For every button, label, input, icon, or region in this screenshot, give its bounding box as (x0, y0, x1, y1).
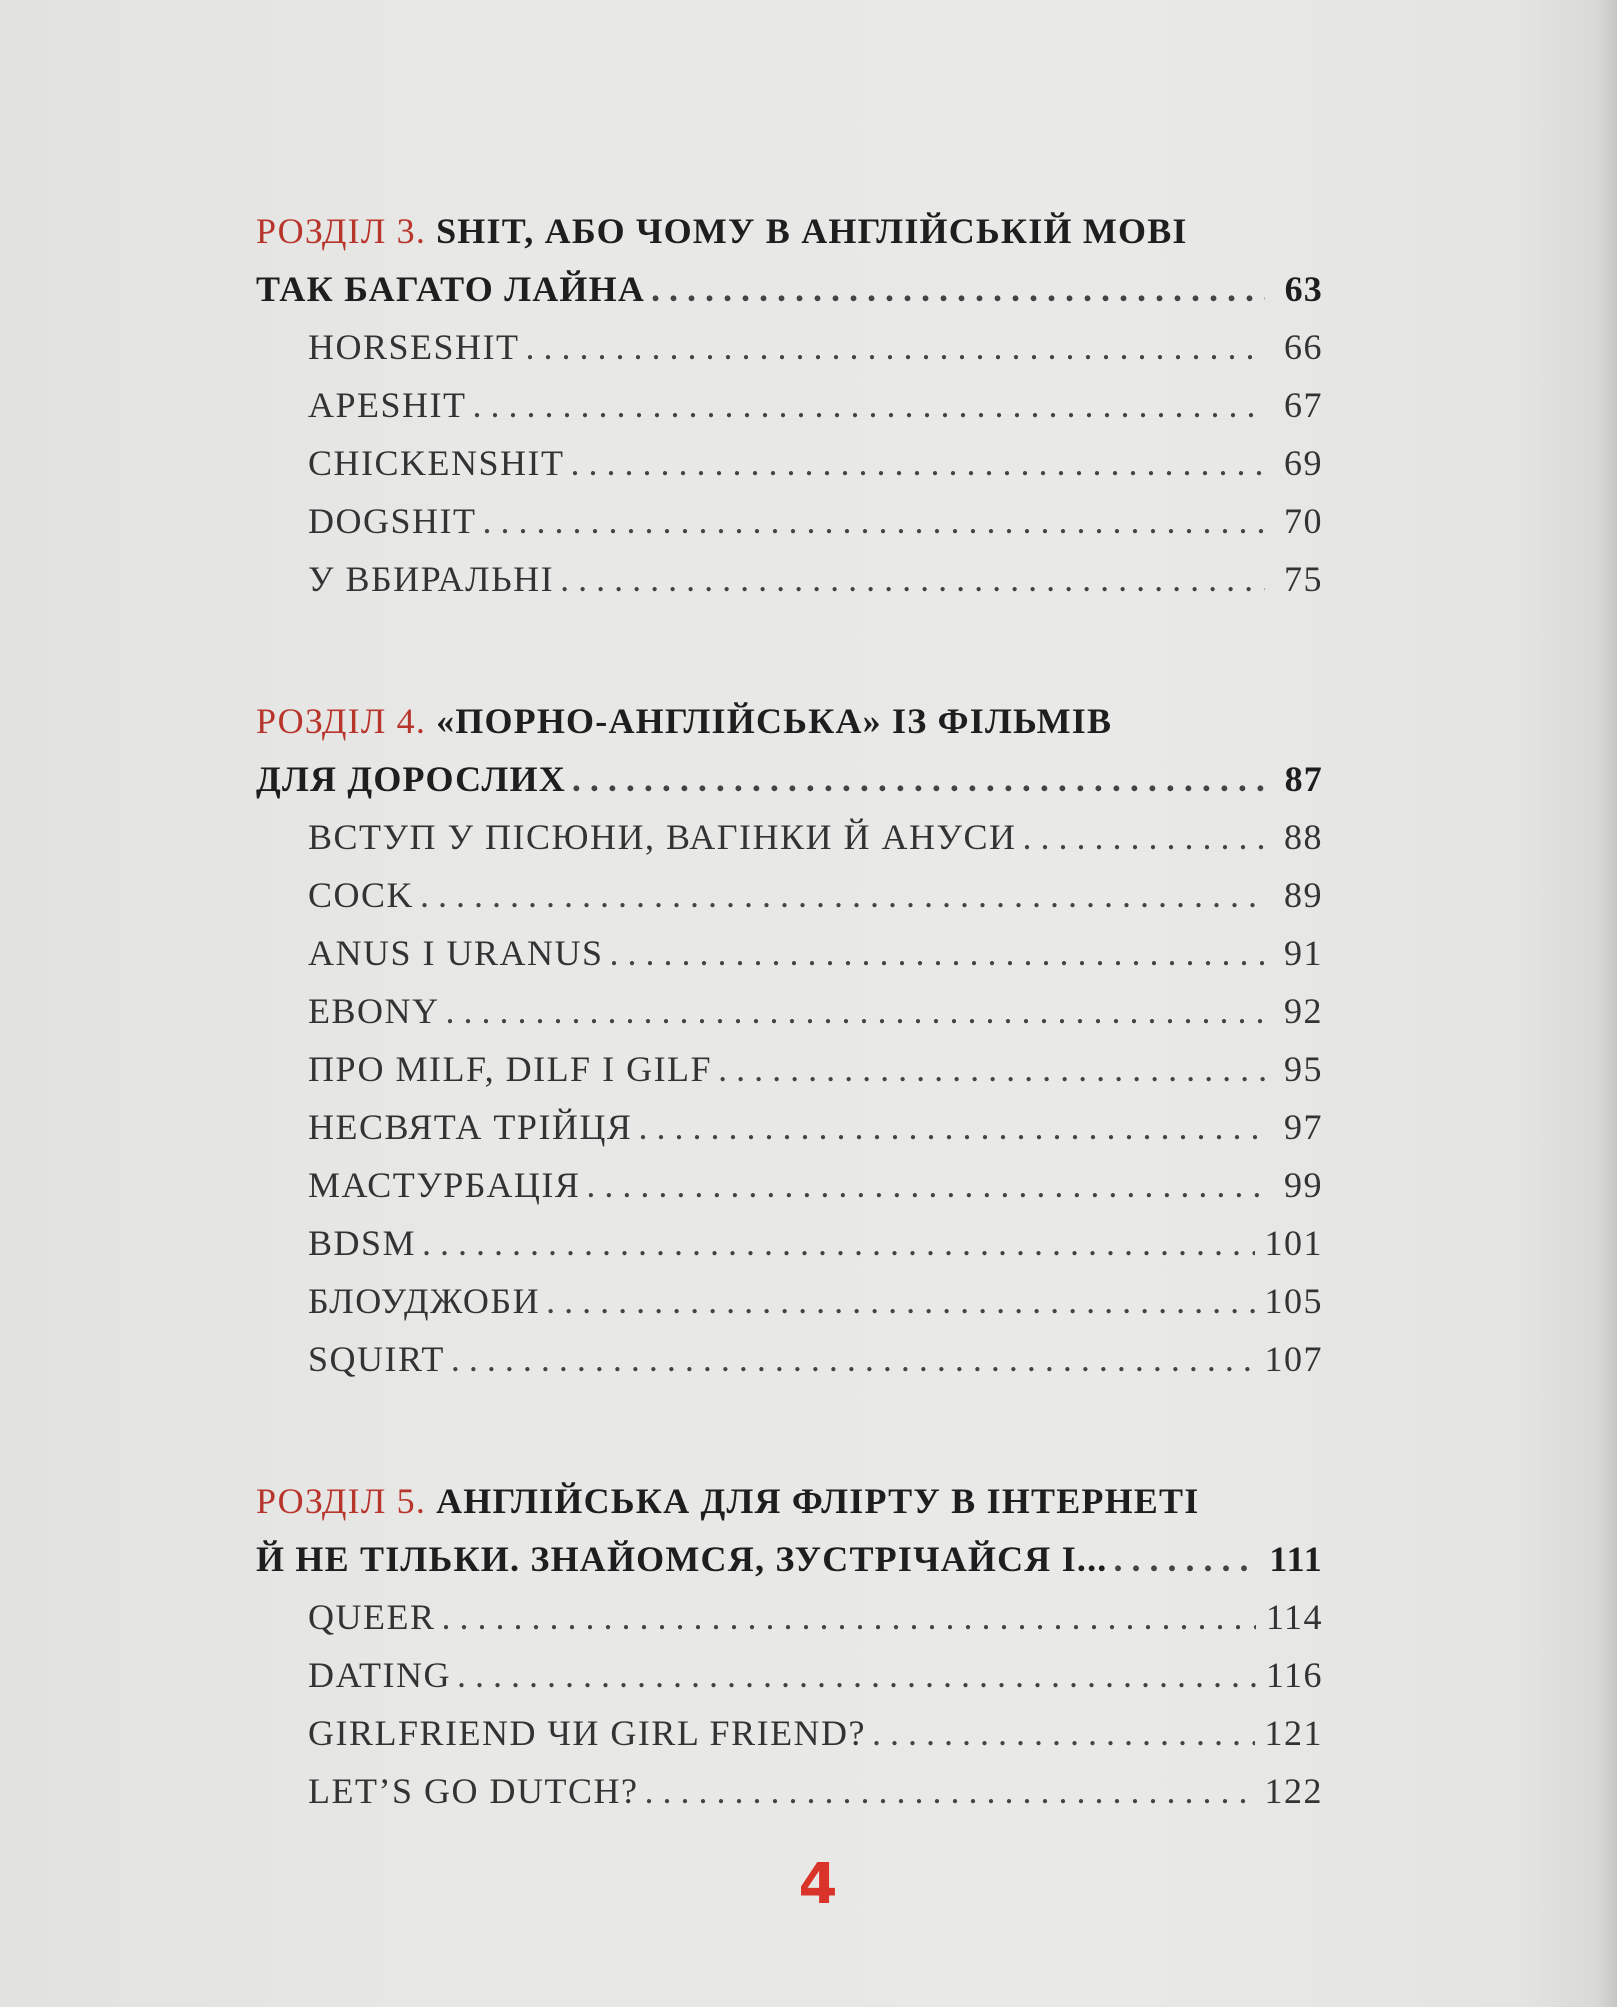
entry-title: EBONY (308, 991, 440, 1031)
entry-title: У ВБИРАЛЬНІ (308, 559, 555, 599)
chapter-title-line[interactable] (256, 1530, 1323, 1588)
chapter-title-line (256, 692, 1323, 750)
dot-leader (457, 1646, 1256, 1704)
entry-page-number: 121 (1264, 1713, 1323, 1753)
chapter-title: АНГЛІЙСЬКА ДЛЯ ФЛІРТУ В ІНТЕРНЕТІ (436, 1481, 1200, 1521)
entry-title: SQUIRT (308, 1339, 445, 1379)
entry-title: CHICKENSHIT (308, 443, 565, 483)
chapter-title: Й НЕ ТІЛЬКИ. ЗНАЙОМСЯ, ЗУСТРІЧАЙСЯ І... (256, 1539, 1108, 1579)
toc-entry[interactable] (256, 376, 1323, 434)
entry-page-number: 91 (1284, 933, 1323, 973)
chapter-3 (256, 202, 1323, 608)
toc-entry[interactable] (256, 318, 1323, 376)
dot-leader (651, 260, 1265, 318)
entry-page-number: 69 (1284, 443, 1323, 483)
entry-page-number: 101 (1264, 1223, 1323, 1263)
entry-title: DATING (308, 1655, 451, 1695)
chapter-label: РОЗДІЛ 3. (256, 211, 427, 251)
entry-page-number: 95 (1284, 1049, 1323, 1089)
chapter-title: SHIT, АБО ЧОМУ В АНГЛІЙСЬКІЙ МОВІ (436, 211, 1188, 251)
toc-entry[interactable] (256, 1272, 1323, 1330)
toc-entry[interactable] (256, 1214, 1323, 1272)
dot-leader (872, 1704, 1254, 1762)
chapter-label: РОЗДІЛ 4. (256, 701, 427, 741)
entry-page-number: 66 (1284, 327, 1323, 367)
entry-title: COCK (308, 875, 415, 915)
entry-page-number: 70 (1284, 501, 1323, 541)
chapter-label: РОЗДІЛ 5. (256, 1481, 427, 1521)
dot-leader (422, 1214, 1254, 1272)
entry-page-number: 122 (1264, 1771, 1323, 1811)
toc-entry[interactable] (256, 1040, 1323, 1098)
entry-title: BDSM (308, 1223, 417, 1263)
dot-leader (473, 376, 1265, 434)
chapter-page-number: 87 (1284, 759, 1323, 799)
dot-leader (483, 492, 1266, 550)
toc-entry[interactable] (256, 550, 1323, 608)
dot-leader (560, 550, 1265, 608)
dot-leader (610, 924, 1265, 982)
entry-page-number: 89 (1284, 875, 1323, 915)
chapter-title: ТАК БАГАТО ЛАЙНА (256, 269, 646, 309)
toc-entry[interactable] (256, 1588, 1323, 1646)
page-number: 4 (798, 1852, 838, 1917)
dot-leader (644, 1762, 1254, 1820)
chapter-title-line (256, 202, 1323, 260)
toc-entry[interactable] (256, 1330, 1323, 1388)
toc-entry[interactable] (256, 492, 1323, 550)
entry-page-number: 105 (1264, 1281, 1323, 1321)
toc-entry[interactable] (256, 924, 1323, 982)
toc-entry[interactable] (256, 982, 1323, 1040)
entry-page-number: 67 (1284, 385, 1323, 425)
dot-leader (526, 318, 1265, 376)
dot-leader (586, 1156, 1265, 1214)
toc-entry[interactable] (256, 1098, 1323, 1156)
dot-leader (446, 982, 1266, 1040)
chapter-page-number: 111 (1269, 1539, 1323, 1579)
entry-page-number: 116 (1265, 1655, 1323, 1695)
chapter-title-line[interactable] (256, 260, 1323, 318)
toc-entry[interactable] (256, 1704, 1323, 1762)
entry-title: МАСТУРБАЦІЯ (308, 1165, 581, 1205)
entry-title: ПРО MILF, DILF І GILF (308, 1049, 713, 1089)
entry-page-number: 88 (1284, 817, 1323, 857)
dot-leader (572, 750, 1265, 808)
toc-entry[interactable] (256, 434, 1323, 492)
toc-entry[interactable] (256, 1762, 1323, 1820)
chapter-title-line (256, 1472, 1323, 1530)
entry-page-number: 92 (1284, 991, 1323, 1031)
dot-leader (571, 434, 1266, 492)
entry-page-number: 75 (1284, 559, 1323, 599)
chapter-5 (256, 1472, 1323, 1820)
toc-entry[interactable] (256, 1646, 1323, 1704)
entry-title: QUEER (308, 1597, 436, 1637)
chapter-title-line[interactable] (256, 750, 1323, 808)
entry-title: DOGSHIT (308, 501, 477, 541)
dot-leader (451, 1330, 1255, 1388)
chapter-title: «ПОРНО-АНГЛІЙСЬКА» ІЗ ФІЛЬМІВ (436, 701, 1113, 741)
table-of-contents (256, 202, 1323, 1820)
entry-title: GIRLFRIEND ЧИ GIRL FRIEND? (308, 1713, 867, 1753)
page-edge (1595, 0, 1617, 2007)
entry-page-number: 114 (1265, 1597, 1323, 1637)
dot-leader (442, 1588, 1256, 1646)
entry-title: БЛОУДЖОБИ (308, 1281, 541, 1321)
entry-title: ВСТУП У ПІСЮНИ, ВАГІНКИ Й АНУСИ (308, 817, 1017, 857)
entry-page-number: 97 (1284, 1107, 1323, 1147)
dot-leader (546, 1272, 1254, 1330)
entry-title: APESHIT (308, 385, 467, 425)
dot-leader (1114, 1530, 1260, 1588)
toc-entry[interactable] (256, 866, 1323, 924)
dot-leader (1023, 808, 1265, 866)
dot-leader (420, 866, 1265, 924)
entry-page-number: 107 (1264, 1339, 1323, 1379)
entry-title: НЕСВЯТА ТРІЙЦЯ (308, 1107, 633, 1147)
toc-entry[interactable] (256, 1156, 1323, 1214)
chapter-title: ДЛЯ ДОРОСЛИХ (256, 759, 566, 799)
chapter-page-number: 63 (1284, 269, 1323, 309)
dot-leader (718, 1040, 1265, 1098)
entry-page-number: 99 (1284, 1165, 1323, 1205)
toc-entry[interactable] (256, 808, 1323, 866)
entry-title: HORSESHIT (308, 327, 520, 367)
entry-title: LET’S GO DUTCH? (308, 1771, 639, 1811)
dot-leader (638, 1098, 1265, 1156)
entry-title: ANUS I URANUS (308, 933, 604, 973)
chapter-4 (256, 692, 1323, 1388)
